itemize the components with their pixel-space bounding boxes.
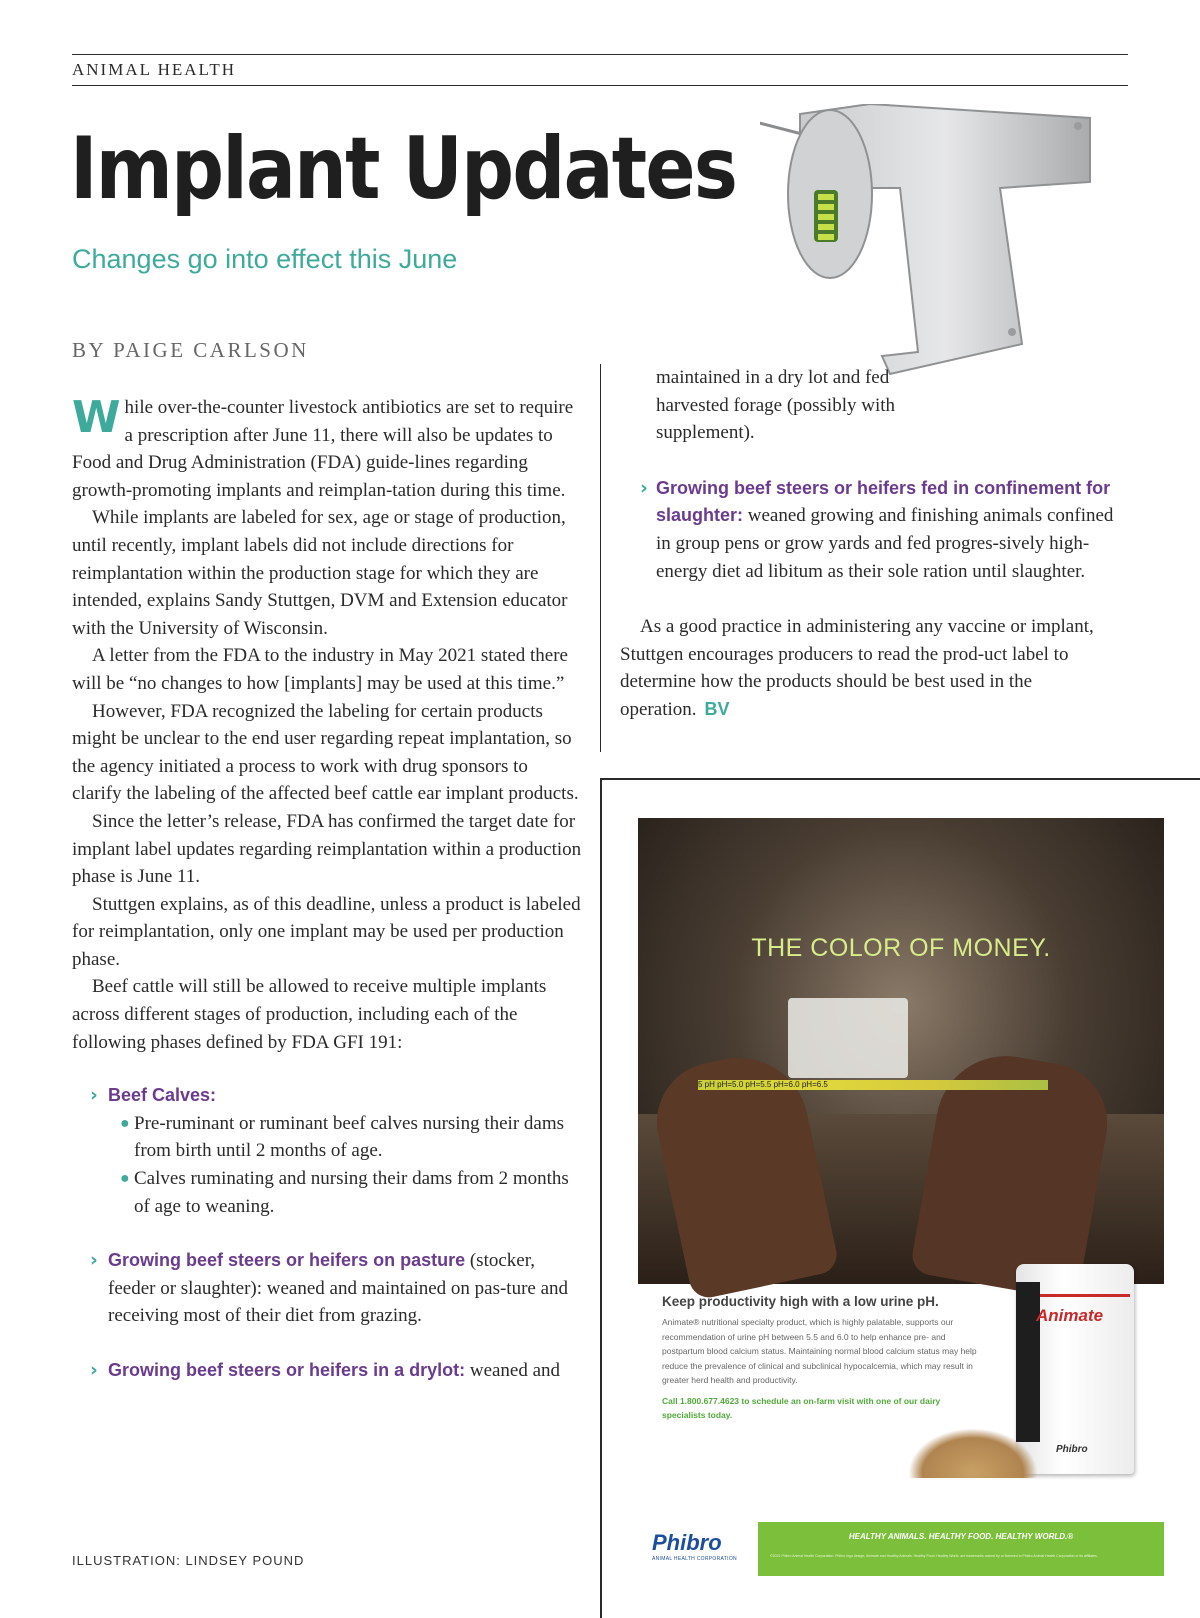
paragraph: Beef cattle will still be allowed to receive multiple implants across different stages of production, including each of the following phases defined by FDA GFI 191: bbox=[72, 976, 547, 1053]
list-item-lead: Growing beef steers or heifers in a drylot: bbox=[108, 1360, 466, 1380]
paragraph-text: As a good practice in administering any vaccine or implant, Stuttgen encourages producers to read the prod-uct label to determine how the products should be best used in the operation. bbox=[620, 616, 1094, 720]
grain-pile bbox=[908, 1428, 1038, 1478]
list-item-beef-calves bbox=[72, 1082, 582, 1220]
tagline-band bbox=[758, 1522, 1164, 1576]
article-column-right bbox=[620, 364, 1126, 724]
chevron-right-icon: › bbox=[90, 1359, 98, 1381]
bag-brand: Animate bbox=[1036, 1306, 1104, 1325]
ph-test-strip: 5 pH pH=5.0 pH=5.5 pH=6.0 pH=6.5 bbox=[698, 1080, 1048, 1090]
sub-list-text: Pre-ruminant or ruminant beef calves nursing their dams from birth until 2 months of age. bbox=[134, 1112, 565, 1162]
sub-list-text: Calves ruminating and nursing their dams from 2 months of age to weaning. bbox=[134, 1168, 569, 1217]
ad-photo bbox=[638, 818, 1164, 1284]
chevron-right-icon: › bbox=[90, 1249, 98, 1272]
section-rule bbox=[72, 85, 1128, 86]
paragraph bbox=[72, 394, 582, 504]
sub-list-item bbox=[120, 1165, 582, 1220]
chevron-right-icon: › bbox=[640, 476, 648, 499]
top-rule bbox=[72, 54, 1128, 55]
paragraph: Stuttgen explains, as of this deadline, unless a product is labeled for reimplantation, only one implant may be used per production phase. bbox=[72, 893, 581, 970]
bag-logo: Phibro bbox=[1056, 1444, 1088, 1455]
list-item-drylot bbox=[72, 1357, 582, 1385]
article-column-left bbox=[72, 394, 582, 1385]
closing-paragraph bbox=[620, 613, 1126, 723]
column-divider bbox=[600, 364, 601, 752]
section-label: ANIMAL HEALTH bbox=[72, 60, 237, 79]
list-item-text: weaned and bbox=[469, 1360, 561, 1381]
list-item-text: (stocker, feeder or slaughter): weaned and maintained on pas-ture and receiving most of their diet from grazing. bbox=[108, 1250, 569, 1327]
ad-headline: THE COLOR OF MONEY. bbox=[751, 934, 1051, 962]
page-title: Implant Updates bbox=[70, 119, 737, 219]
illustration-credit: ILLUSTRATION: LINDSEY POUND bbox=[72, 1553, 305, 1568]
drop-cap: W bbox=[72, 392, 121, 443]
list-item-text: weaned growing and finishing animals confined in group pens or grow yards and fed progres-sively high-energy diet ad libitum as their sole ration until slaughter. bbox=[656, 505, 1114, 582]
ad-body bbox=[662, 1294, 982, 1423]
chevron-right-icon: › bbox=[90, 1084, 98, 1107]
ph-card bbox=[788, 998, 908, 1078]
bullet-dot-icon: ● bbox=[120, 1114, 130, 1132]
phibro-logo: Phibro bbox=[652, 1530, 722, 1555]
ad-tagline: HEALTHY ANIMALS. HEALTHY FOOD. HEALTHY WORLD.® bbox=[848, 1532, 1074, 1541]
ad-fineprint: ©2021 Phibro Animal Health Corporation. Phibro logo design, Animate and Healthy Animals. Healthy Food. Healthy World. are trademarks owned by or licensed to Phibro Animal Health Corporation or its affiliates. bbox=[770, 1554, 1098, 1558]
ad-frame bbox=[600, 778, 1200, 780]
paragraph: However, FDA recognized the labeling for certain products might be unclear to the end user regarding repeat implantation, so the agency initiated a process to work with drug sponsors to clarify the labeling of the affected beef cattle ear implant products. bbox=[72, 700, 579, 805]
ad-frame bbox=[600, 778, 602, 1618]
implant-gun-illustration bbox=[760, 104, 1140, 404]
list-item-lead: Beef Calves: bbox=[108, 1085, 217, 1106]
ad-body-text: Animate® nutritional specialty product, which is highly palatable, supports our recommendation of urine pH between 5.5 and 6.0 to help enhance pre- and postpartum blood calcium status. Maintaining normal blood calcium status may help reduce the prevalence of clinical and subclinical hypocalcemia, which may result in greater herd health and productivity. bbox=[662, 1317, 977, 1385]
byline: BY PAIGE CARLSON bbox=[72, 338, 309, 362]
list-item-confinement bbox=[620, 475, 1126, 585]
list-item-pasture bbox=[72, 1247, 582, 1330]
ad-footer bbox=[638, 1522, 1164, 1578]
phibro-logo-sub: ANIMAL HEALTH CORPORATION bbox=[652, 1556, 737, 1562]
ad-body-heading: Keep productivity high with a low urine pH. bbox=[662, 1294, 939, 1309]
bag-stripe-red bbox=[1040, 1294, 1130, 1297]
ad-call-to-action[interactable]: Call 1.800.677.4623 to schedule an on-farm visit with one of our dairy specialists today. bbox=[662, 1395, 941, 1420]
list-item-lead: Growing beef steers or heifers fed in confinement for slaughter: bbox=[656, 477, 1111, 526]
sub-list-item bbox=[120, 1110, 582, 1165]
end-mark: BV bbox=[704, 698, 730, 719]
advertisement[interactable] bbox=[638, 818, 1164, 1578]
bullet-dot-icon: ● bbox=[120, 1170, 130, 1188]
paragraph: Since the letter’s release, FDA has confirmed the target date for implant label updates regarding reimplantation within a production phase is June 11. bbox=[72, 810, 582, 888]
paragraph: A letter from the FDA to the industry in May 2021 stated there will be “no changes to how [implants] may be used at this time.” bbox=[72, 645, 568, 694]
list-item-lead: Growing beef steers or heifers on pasture bbox=[108, 1250, 466, 1271]
sub-list bbox=[86, 1110, 582, 1220]
paragraph: While implants are labeled for sex, age or stage of production, until recently, implant labels did not include directions for reimplantation within the production stage for which they are intended, explains Sandy Stuttgen, DVM and Extension educator with the University of Wisconsin. bbox=[72, 507, 568, 639]
page-subtitle: Changes go into effect this June bbox=[72, 244, 458, 274]
list-item-continuation: maintained in a dry lot and fed harvested forage (possibly with supplement). bbox=[656, 367, 896, 444]
paragraph-text: hile over-the-counter livestock antibiotics are set to require a prescription after June 11, there will also be updates to Food and Drug Administration (FDA) guide-lines regarding growth-promoting implants and reimplan-tation during this time. bbox=[72, 397, 574, 501]
